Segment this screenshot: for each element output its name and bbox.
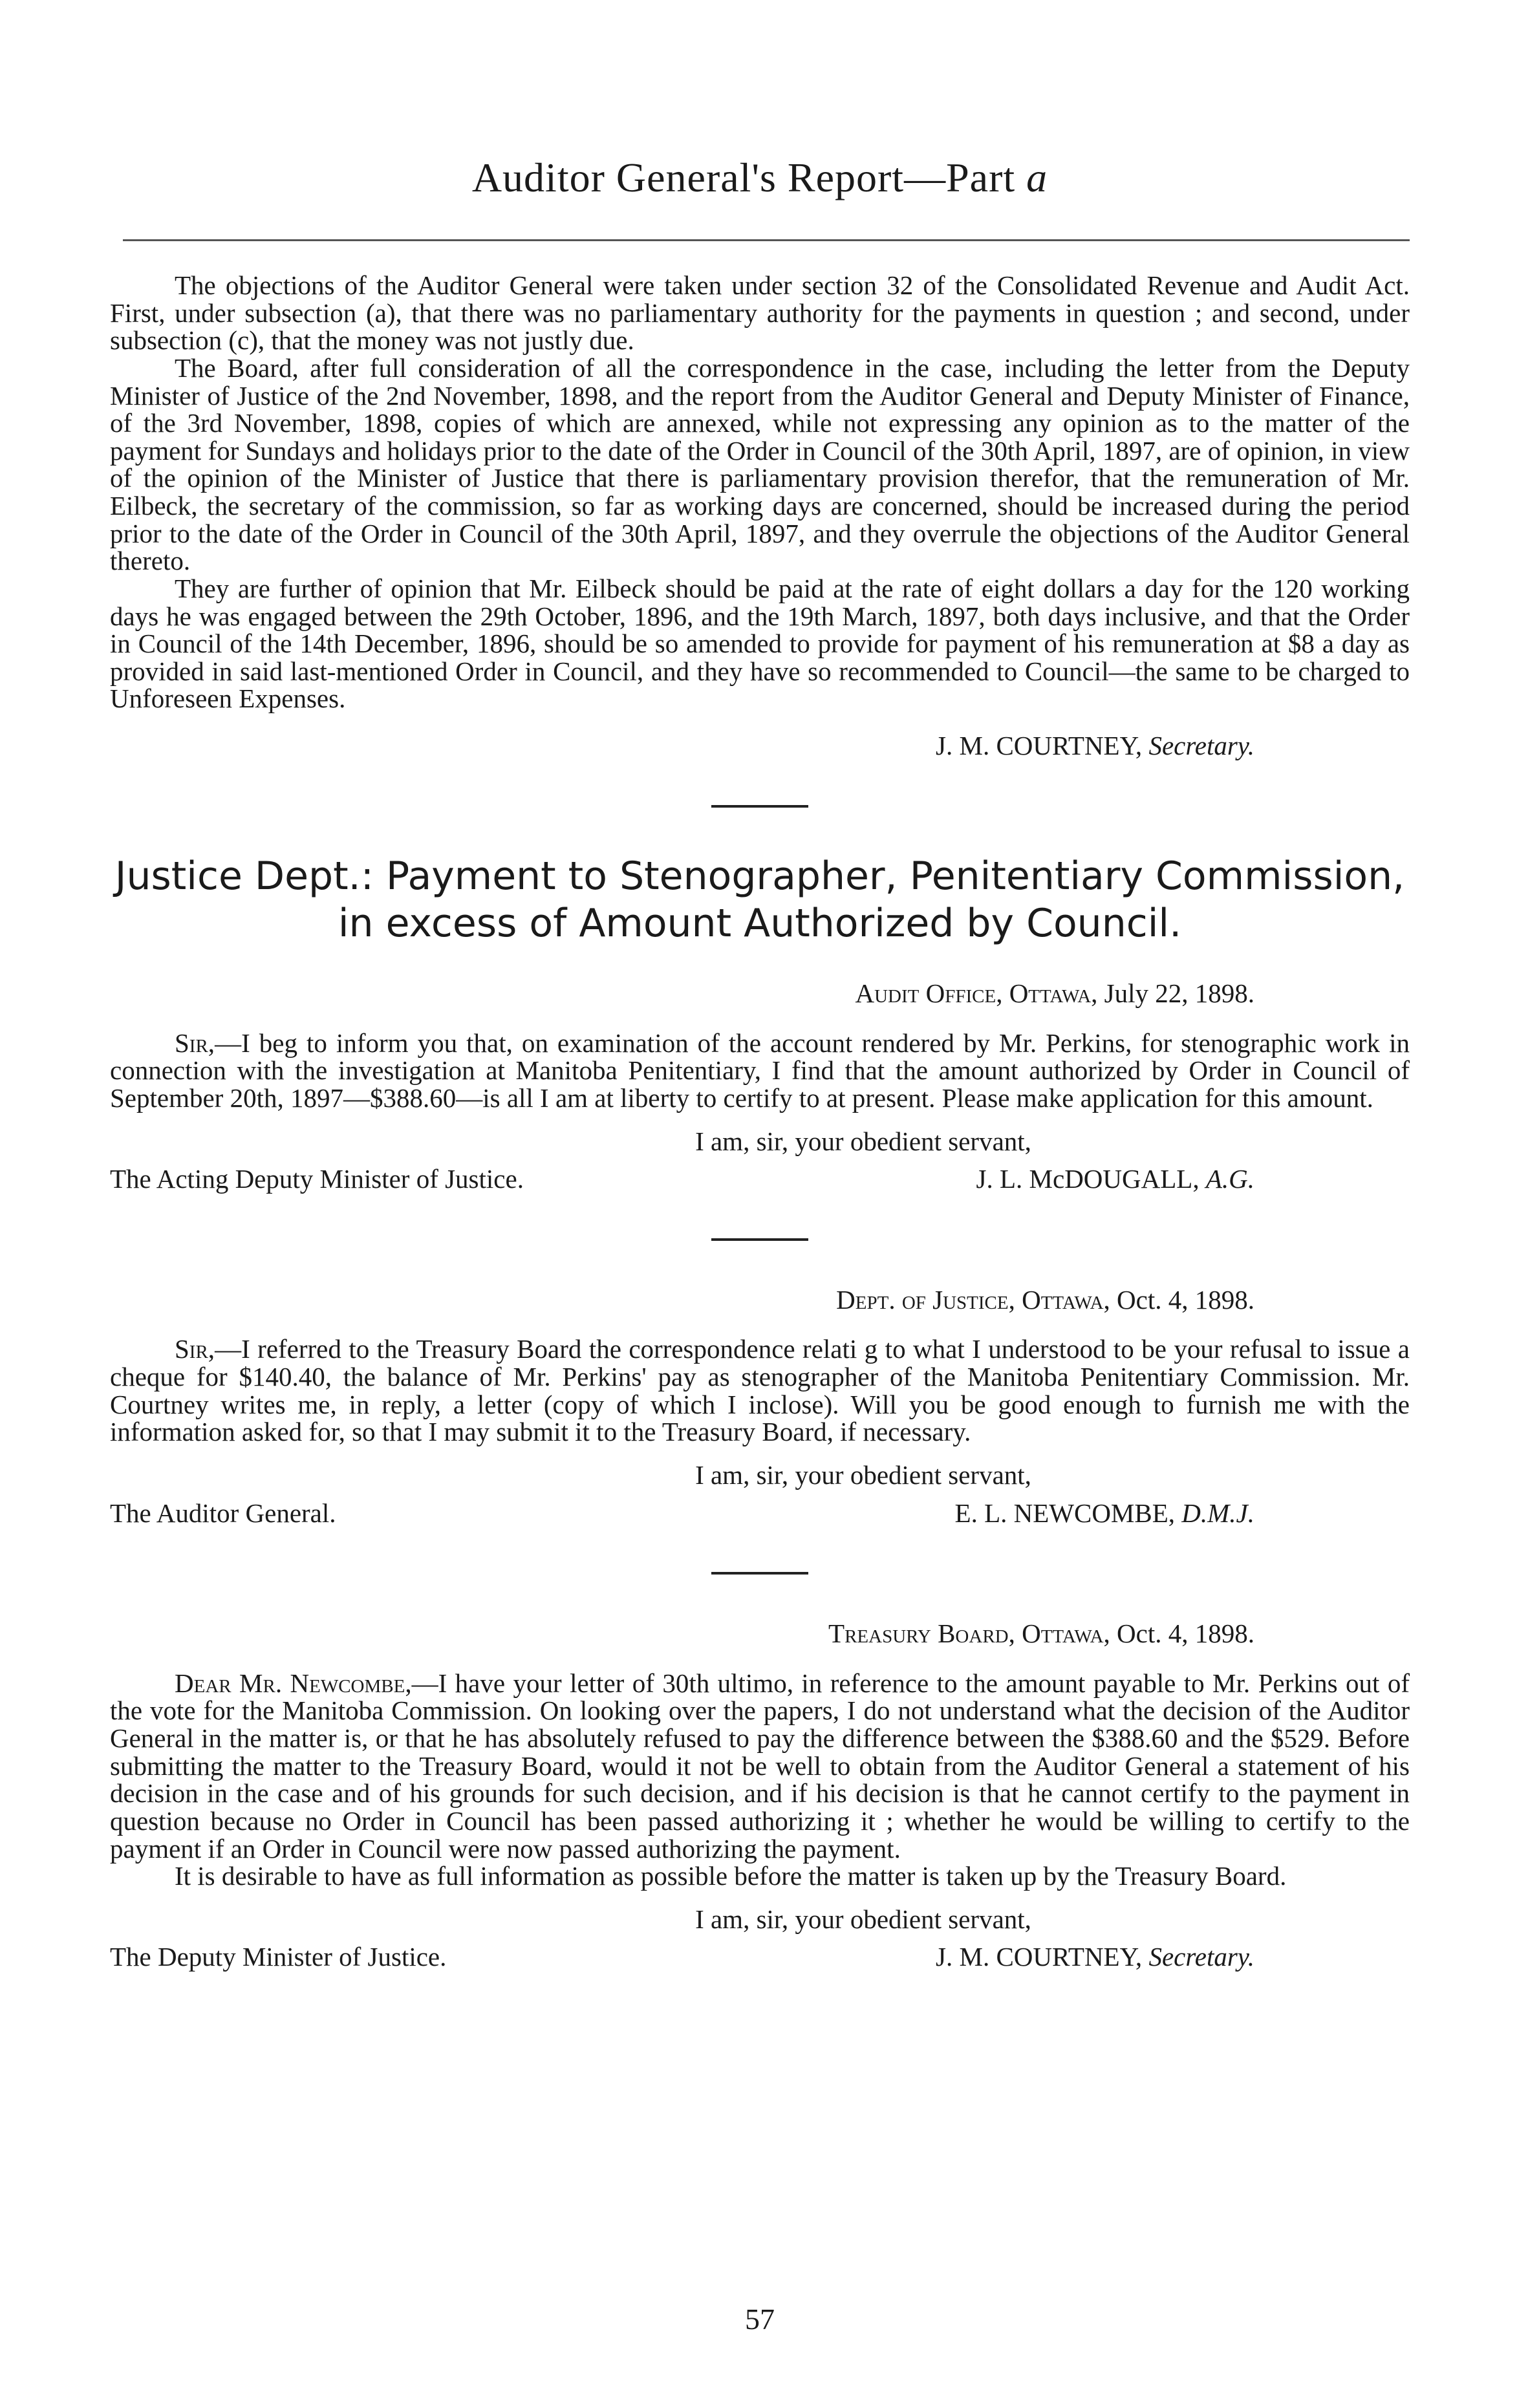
signature-name: E. L. NEWCOMBE,	[954, 1498, 1176, 1528]
heading-line-2: in excess of Amount Authorized by Council.	[338, 900, 1182, 946]
salutation: Dear Mr. Newcombe,	[175, 1668, 412, 1698]
signature-title: A.G.	[1205, 1164, 1254, 1194]
paragraph: The objections of the Auditor General were taken under section 32 of the Consolidated Revenue and Audit Act. First, under subsection (a), that there was no parliamentary authority for the payments in question ; and second, under subsection (c), that the money was not justly due.	[110, 270, 1410, 356]
signature	[936, 1943, 1410, 1971]
dateline-place: Treasury Board, Ottawa,	[828, 1618, 1110, 1649]
letter-body	[110, 1029, 1410, 1112]
dateline	[110, 1620, 1410, 1648]
letter-text: —I have your letter of 30th ultimo, in reference to the amount payable to Mr. Perkins out of the vote for the Manitoba Commission. On looking over the papers, I do not understand what the decision of the Auditor General in the matter is, or that he has absolutely refused to pay the difference between the $388.60 and the $529. Before submitting the matter to the Treasury Board, would it not be well to obtain from the Auditor General a statement of his decision in the case and of his grounds for such decision, and if his decision is that he cannot certify to the payment in question because no Order in Council has been passed authorizing it ; whether he would be willing to certify to the payment if an Order in Council were now passed authorizing the payment.	[110, 1668, 1410, 1864]
section-divider	[711, 1572, 808, 1575]
document-page	[110, 0, 1410, 2408]
section-heading	[110, 853, 1410, 947]
page-number: 57	[745, 2303, 775, 2336]
header-title: Auditor General's Report—Part	[471, 155, 1016, 200]
signature	[976, 1165, 1410, 1193]
addressee: The Acting Deputy Minister of Justice.	[110, 1164, 524, 1194]
dateline	[110, 1286, 1410, 1314]
signature-title: Secretary.	[1148, 731, 1254, 760]
heading-line-1: Justice Dept.: Payment to Stenographer, Penitentiary Commission,	[114, 853, 1405, 899]
section-divider	[711, 805, 808, 808]
signature-row	[110, 1500, 1410, 1527]
dateline-place: Audit Office, Ottawa,	[855, 978, 1098, 1008]
header-rule	[123, 239, 1410, 241]
paragraph: The Board, after full consideration of all the correspondence in the case, including the letter from the Deputy Minister of Justice of the 2nd November, 1898, and the report from the Auditor General and Deputy Minister of Finance, of the 3rd November, 1898, copies of which are annexed, while not expressing any opinion as to the matter of the payment for Sundays and holidays prior to the date of the Order in Council of the 30th April, 1897, are of opinion, in view of the opinion of the Minister of Justice that there is parliamentary provision therefor, that the remuneration of Mr. Eilbeck, the secretary of the commission, so far as working days are concerned, should be increased during the period prior to the date of the Order in Council of the 30th April, 1897, and they overrule the objections of the Auditor General thereto.	[110, 352, 1410, 576]
signature-title: Secretary.	[1148, 1942, 1254, 1972]
dateline-place: Dept. of Justice, Ottawa,	[836, 1284, 1110, 1315]
salutation: Sir,	[175, 1334, 215, 1364]
signature-name: J. L. McDOUGALL,	[976, 1164, 1200, 1194]
addressee: The Auditor General.	[110, 1498, 336, 1528]
letter-body	[110, 1670, 1410, 1862]
signature-row	[110, 1943, 1410, 1971]
letter-closing: I am, sir, your obedient servant,	[695, 1904, 1031, 1934]
letter-body	[110, 1335, 1410, 1446]
signature-title: D.M.J.	[1181, 1498, 1254, 1528]
letter-text: —I beg to inform you that, on examination of the account rendered by Mr. Perkins, for stenographic work in connection with the investigation at Manitoba Penitentiary, I find that the amount authorized by Order in Council of September 20th, 1897—$388.60—is all I am at liberty to certify to at present. Please make application for this amount.	[110, 1027, 1410, 1113]
signature	[110, 732, 1410, 760]
signature-name: J. M. COURTNEY,	[936, 731, 1143, 760]
letter-body-continued: It is desirable to have as full information as possible before the matter is taken up by the Treasury Board.	[175, 1861, 1287, 1891]
header-part-letter: a	[1026, 155, 1048, 200]
dateline-date: Oct. 4, 1898.	[1117, 1618, 1254, 1649]
section-divider	[711, 1238, 808, 1241]
running-header	[110, 154, 1410, 202]
salutation: Sir,	[175, 1027, 215, 1058]
addressee: The Deputy Minister of Justice.	[110, 1942, 447, 1972]
letter-closing: I am, sir, your obedient servant,	[695, 1126, 1031, 1156]
paragraph: They are further of opinion that Mr. Eilbeck should be paid at the rate of eight dollars a day for the 120 working days he was engaged between the 29th October, 1896, and the 19th March, 1897, both days inclusive, and that the Order in Council of the 14th December, 1896, should be so amended to provide for payment of his remuneration at $8 a day as provided in said last-mentioned Order in Council, and they have so recommended to Council—the same to be charged to Unforeseen Expenses.	[110, 573, 1410, 714]
document-body	[110, 272, 1410, 1971]
dateline	[110, 980, 1410, 1007]
signature-name: J. M. COURTNEY,	[936, 1942, 1143, 1972]
signature-row	[110, 1165, 1410, 1193]
signature	[955, 1500, 1410, 1527]
dateline-date: July 22, 1898.	[1104, 978, 1254, 1008]
dateline-date: Oct. 4, 1898.	[1117, 1284, 1254, 1315]
letter-text: —I referred to the Treasury Board the correspondence relati g to what I understood to be your refusal to issue a cheque for $140.40, the balance of Mr. Perkins' pay as stenographer of the Manitoba Penitentiary Commission. Mr. Courtney writes me, in reply, a letter (copy of which I inclose). Will you be good enough to furnish me with the information asked for, so that I may submit it to the Treasury Board, if necessary.	[110, 1334, 1410, 1447]
letter-closing: I am, sir, your obedient servant,	[695, 1459, 1031, 1490]
